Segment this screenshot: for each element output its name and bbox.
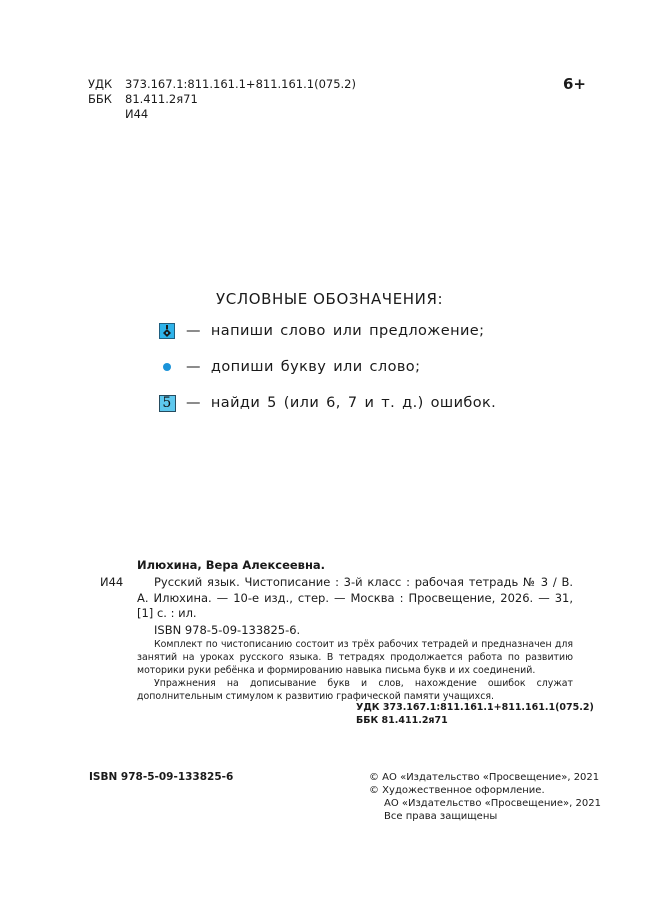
dot-icon bbox=[163, 363, 171, 371]
author-mark: И44 bbox=[125, 107, 149, 121]
annotation-paragraph-2: Упражнения на дописывание букв и слов, нахождение ошибок служат дополнительным стимулом к развитию графической памяти учащихся. bbox=[137, 678, 573, 702]
bbk-value: 81.411.2я71 bbox=[125, 92, 198, 106]
legend-item-write bbox=[158, 322, 484, 340]
author-code: И44 bbox=[100, 575, 124, 589]
udk-bottom: УДК 373.167.1:811.161.1+811.161.1(075.2) bbox=[356, 702, 594, 713]
legend-title: УСЛОВНЫЕ ОБОЗНАЧЕНИЯ: bbox=[216, 290, 444, 308]
legend-dash: — bbox=[186, 323, 201, 339]
legend-text: допиши букву или слово; bbox=[210, 359, 421, 375]
annotation bbox=[137, 638, 573, 703]
age-rating: 6+ bbox=[563, 75, 587, 93]
annotation-paragraph-1: Комплект по чистописанию состоит из трёх рабочих тетрадей и предназначен для занятий на уроках русского языка. В тетрадях продолжается работа по развитию моторики руки ребёнка и формированию навыка письма букв и их соединений. bbox=[137, 639, 573, 676]
pen-nib-box-icon bbox=[159, 323, 175, 339]
udk-value: 373.167.1:811.161.1+811.161.1(075.2) bbox=[125, 77, 356, 91]
copyright-design: © Художественное оформление. bbox=[369, 785, 545, 796]
rights-reserved: Все права защищены bbox=[384, 811, 498, 822]
author-name: Илюхина, Вера Алексеевна. bbox=[137, 558, 326, 572]
legend-text: напиши слово или предложение; bbox=[210, 323, 485, 339]
copyright-design-owner: АО «Издательство «Просвещение», 2021 bbox=[384, 798, 601, 809]
number-box-icon: 5 bbox=[159, 395, 176, 412]
bbk-bottom: ББК 81.411.2я71 bbox=[356, 715, 448, 726]
copyright-publisher: © АО «Издательство «Просвещение», 2021 bbox=[369, 772, 600, 783]
classification-bottom bbox=[356, 701, 594, 727]
bibliographic-description: Русский язык. Чистописание : 3-й класс : рабочая тетрадь № 3 / В. А. Илюхина. — 10-е изд., стер. — Москва : Просвещение, 2026. — 31, [1] с. : ил. bbox=[137, 575, 573, 620]
copyright-block bbox=[369, 771, 601, 823]
legend-text: найди 5 (или 6, 7 и т. д.) ошибок. bbox=[210, 395, 497, 411]
legend-item-find-errors bbox=[158, 394, 496, 412]
udk-label: УДК bbox=[88, 77, 113, 91]
isbn-line: ISBN 978-5-09-133825-6. bbox=[154, 623, 301, 637]
legend-item-complete bbox=[158, 358, 420, 376]
legend-dash: — bbox=[186, 395, 201, 411]
legend-dash: — bbox=[186, 359, 201, 375]
classification-block bbox=[88, 77, 356, 122]
bbk-label: ББК bbox=[88, 92, 112, 106]
footer-isbn: ISBN 978-5-09-133825-6 bbox=[89, 771, 234, 783]
